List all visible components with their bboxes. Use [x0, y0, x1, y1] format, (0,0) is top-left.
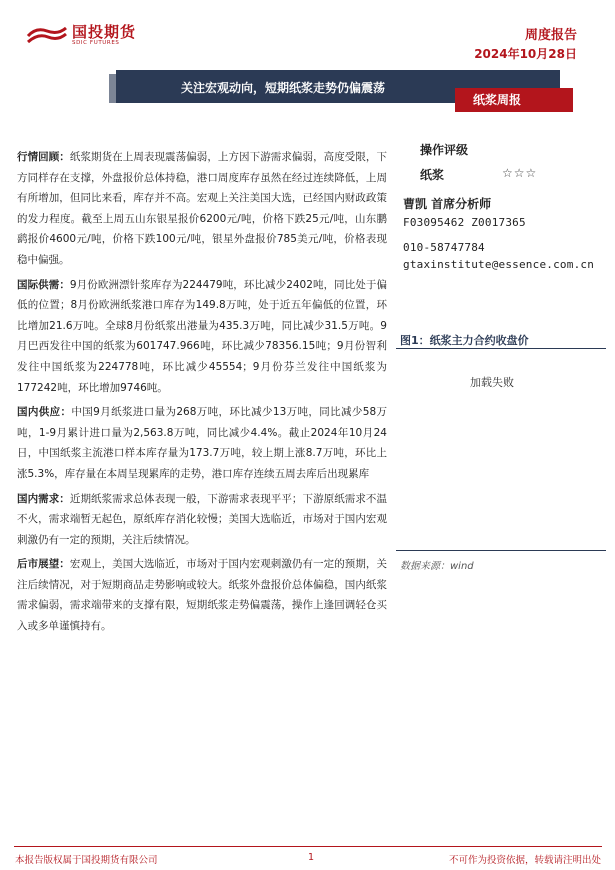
sdic-logo-icon: [26, 25, 68, 47]
logo-cn-text: 国投期货: [72, 23, 137, 41]
title-band-shadow: [109, 74, 116, 103]
section-domestic-demand: [17, 489, 387, 551]
report-title: 关注宏观动向，短期纸浆走势仍偏震荡: [180, 81, 385, 95]
footer-disclaimer: 不可作为投资依据，转载请注明出处: [448, 855, 601, 866]
analyst-phone: 010-58747784: [403, 241, 485, 254]
section-text: 近期纸浆需求总体表现一般，下游需求表现平平；下游原纸需求不温不火，需求端暂无起色，原纸库存消化较慢；美国大选临近，市场对于国内宏观刺激仍有一定的预期，关注后续情况。: [17, 492, 388, 546]
section-international: [17, 275, 387, 399]
figure-top-rule: [396, 348, 606, 349]
section-text: 纸浆期货在上周表现震荡偏弱，上方因下游需求偏弱，高度受限，下方同样存在支撑，外盘报价总体持稳，港口周度库存虽然在经过连续降低，上周有所增加，但同比来看，库存并不高。宏观上关注美国大选，已经国内财政政策的发力程度。截至上周五山东银星报价6200元/吨，价格下跌25元/吨，山东鹏鹞报价4600元/吨，价格下跌100元/吨，银星外盘报价785美元/吨，价格表现稳中偏强。: [17, 151, 388, 266]
logo-en-text: SDIC FUTURES: [72, 40, 120, 46]
figure-bottom-rule: [396, 550, 606, 551]
rating-item: 纸浆: [420, 168, 445, 182]
figure-source: 数据来源：wind: [400, 561, 474, 572]
analyst-email[interactable]: gtaxinstitute@essence.com.cn: [403, 258, 595, 271]
rating-box: [420, 141, 600, 183]
section-heading: 后市展望：: [17, 558, 70, 571]
report-tag: 纸浆周报: [455, 88, 573, 112]
section-heading: 国内需求：: [17, 492, 70, 505]
rating-stars-icon: ☆☆☆: [502, 166, 538, 180]
footer-rule: [14, 846, 602, 847]
section-market-review: [17, 147, 387, 271]
analyst-info: [403, 195, 603, 271]
report-body: [17, 147, 387, 641]
section-heading: 国内供应：: [17, 406, 72, 419]
section-heading: 国际供需：: [17, 278, 70, 291]
page-number: 1: [308, 852, 315, 863]
rating-label: 操作评级: [420, 143, 469, 157]
analyst-name: 曹凯 首席分析师: [403, 197, 492, 211]
footer-copyright: 本报告版权属于国投期货有限公司: [15, 855, 158, 866]
figure-caption: 图1：纸浆主力合约收盘价: [400, 334, 529, 347]
report-type: 周度报告: [524, 28, 577, 43]
section-text: 宏观上，美国大选临近，市场对于国内宏观刺激仍有一定的预期，关注后续情况，对于短期商品走势影响或较大。纸浆外盘报价总体偏稳，国内纸浆需求偏弱，需求端带来的支撑有限，短期纸浆走势偏震荡，操作上逢回调轻仓买入或多单谨慎持有。: [17, 558, 388, 633]
figure-placeholder: 加载失败: [470, 376, 514, 389]
rating-row: [420, 166, 600, 183]
section-outlook: [17, 554, 387, 636]
section-heading: 行情回顾：: [17, 151, 70, 163]
section-domestic-supply: [17, 402, 387, 484]
company-logo: [26, 24, 136, 47]
report-date: 2024年10月28日: [474, 47, 577, 61]
section-text: 9月份欧洲漂针浆库存为224479吨，环比减少2402吨，同比处于偏低的位置；8月份欧洲纸浆港口库存为149.8万吨，处于近五年偏低的位置，环比增加21.6万吨。全球8月份纸浆出港量为435.3万吨，同比减少31.5万吨。9月巴西发往中国的纸浆为601747.966吨，环比减少78356.15吨；9月份智利发往中国纸浆为224778吨，环比减少45554；9月份芬兰发往中国纸浆为177242吨，环比增加9746吨。: [17, 278, 388, 394]
analyst-license: F03095462 Z0017365: [403, 216, 526, 229]
section-text: 中国9月纸浆进口量为268万吨，环比减少13万吨，同比减少58万吨，1-9月累计进口量为2,563.8万吨，同比减少4.4%。截止2024年10月24日，中国纸浆主流港口样本库存量为173.7万吨，较上期上涨8.7万吨，环比上涨5.3%，库存量在本周呈现累库的走势，港口库存连续五周去库后出现累库: [17, 406, 387, 480]
